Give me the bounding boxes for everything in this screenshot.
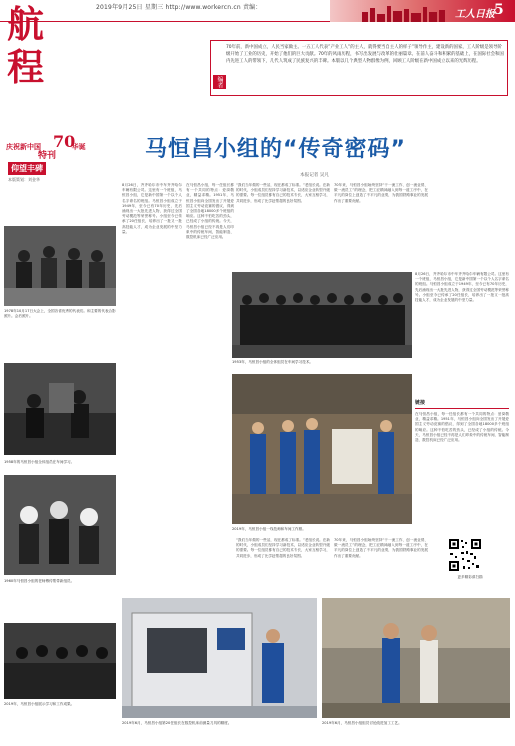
body-column-6: “我们当年做的一些活，现在都成了标准。”老组长说。在新的时代，小组成员们坚持学习新技术，以适应企业转型升级的需要。每一位组员都有自己的技术专长，大家互相学习，共同进步，形成了比学赶帮超的良好氛围。	[236, 538, 330, 558]
caption-bottom-1: 2019年6月，马恒昌小组第20任组长在数控机床前测量刀具的精度。	[122, 721, 232, 725]
column-name: 仰望丰碑	[8, 162, 46, 175]
photo-training	[4, 475, 116, 575]
header-meta: 2019年9月25日 星期三 http://www.workercn.cn 责编：	[96, 4, 262, 11]
plan-credit: 本版策划：刘金华	[8, 177, 40, 182]
anniversary-number: 70	[53, 132, 76, 151]
editor-note-text: 70年前，新中国成立，人民当家做主。一五工人代表”产业工人”的主人，就得要当自主人的样子”领导作主，建设新的国家，工人阶级是领导阶级开始了工业的历史，开始了他们的巨大贡献。70年的风雨历程，书写出发展与改革的壮丽篇章。在前人奋斗和积累的基础上，在国际社会和国内先进工人的带领下，几代人筑成了民族复兴的丰碑。本版以几个典型人物群像为例，回顾工人阶级在新中国成立以来的光辉历程。	[226, 45, 504, 64]
caption-left-2: 1958年的马恒昌小组全体组员在车间学习。	[4, 460, 75, 464]
body-column-2: 在马恒昌小组，每一任组长都有一个共同的特点：爱岗敬业，精益求精。1951年，马恒昌小组向全国发出了开展爱国主义劳动竞赛的倡议，得到了全国各地18000多个班组的响应。这种不怕吃苦的劲头，已经成了小组的传统。今天，马恒昌小组已经不再是人们印象中的传统车间，智能制造、数控机床已经广泛应用。	[186, 183, 234, 240]
qr-code-icon[interactable]	[448, 538, 482, 572]
photo-workshop	[4, 363, 116, 455]
sidebar-title: 链接	[415, 400, 426, 406]
photo-meeting	[4, 226, 116, 306]
photo-workshop-discussion	[322, 598, 510, 718]
caption-left-4: 2019年，马恒昌小组展示学习和工作成果。	[4, 702, 75, 706]
skyline-icon	[360, 4, 450, 22]
photo-historic-group	[232, 272, 412, 358]
caption-main-2: 2019年，马恒昌小组一线技师和车间工作照。	[232, 527, 306, 531]
caption-left-3: 1960年马恒昌小组的老师傅传帮带新组员。	[4, 579, 75, 583]
masthead-subtitle: 庆祝新中国 华诞	[6, 143, 86, 151]
masthead-title: 航 程	[7, 2, 43, 89]
photo-workers-blue	[232, 374, 412, 524]
special-edition-seal: 特刊	[38, 151, 57, 161]
photo-group	[4, 623, 116, 699]
caption-bottom-2: 2019年6月，马恒昌小组组员讨论改进加工工艺。	[322, 721, 402, 725]
photo-cnc-machine	[122, 598, 317, 718]
editor-note-label: 编者	[213, 75, 226, 89]
body-column-7: 70年来，马恒昌小组始终坚持“干一流工作、创一流业绩、做一流员工”的理念，把工匠精神融入到每一道工序中，在平凡的岗位上创造了不平凡的业绩，为我国铁路事业的发展作出了重要贡献。	[334, 538, 428, 558]
headline: 马恒昌小组的“传奇密码”	[145, 137, 406, 162]
brand-logo: 工人日报	[455, 9, 495, 20]
sidebar-text: 在马恒昌小组，每一任组长都有一个共同的特点：爱岗敬业，精益求精。1951年，马恒昌小组向全国发出了开展爱国主义劳动竞赛的倡议，得到了全国各地18000多个班组的响应。这种不怕吃苦的劲头，已经成了小组的传统。今天，马恒昌小组已经不再是人们印象中的传统车间，智能制造、数控机床已经广泛应用。	[415, 412, 509, 443]
page-number: 5	[494, 2, 504, 18]
body-column-1: 8月26日，齐齐哈尔市中车齐齐哈尔车辆有限公司。这里有一个班组，马恒昌小组，它是新中国第一个以个人名字命名的班组。马恒昌小组成立于1949年，至今已有70年历史，先后涌现出一大批先进人物，获得过全国劳动模范等荣誉称号。小组至今已传承了20任组长，培养出了一批又一批高技能人才，成为企业发展的中坚力量。	[122, 183, 182, 234]
body-column-3: “我们当年做的一些活，现在都成了标准。”老组长说。在新的时代，小组成员们坚持学习新技术，以适应企业转型升级的需要。每一位组员都有自己的技术专长，大家互相学习，共同进步，形成了比学赶帮超的良好氛围。	[236, 183, 330, 203]
body-column-5: 8月26日，齐齐哈尔市中车齐齐哈尔车辆有限公司。这里有一个班组，马恒昌小组，它是新中国第一个以个人名字命名的班组。马恒昌小组成立于1949年，至今已有70年历史，先后涌现出一大批先进人物，获得过全国劳动模范等荣誉称号。小组至今已传承了20任组长，培养出了一批又一批高技能人才，成为企业发展的中坚力量。	[415, 272, 509, 303]
body-column-4: 70年来，马恒昌小组始终坚持“干一流工作、创一流业绩、做一流员工”的理念，把工匠精神融入到每一道工序中，在平凡的岗位上创造了不平凡的业绩，为我国铁路事业的发展作出了重要贡献。	[334, 183, 428, 203]
caption-main-1: 1953年，马恒昌小组的全体组员在车间学习技术。	[232, 360, 314, 364]
byline: 本报记者 吴凡	[300, 173, 330, 178]
sidebar-rule	[415, 408, 509, 409]
qr-caption: 更多精彩请扫描	[457, 575, 483, 579]
caption-left-1: 1978年10月17日大会上，全国各省优秀的代表们。和主要的代表合影照片。会后照片。	[4, 309, 116, 318]
